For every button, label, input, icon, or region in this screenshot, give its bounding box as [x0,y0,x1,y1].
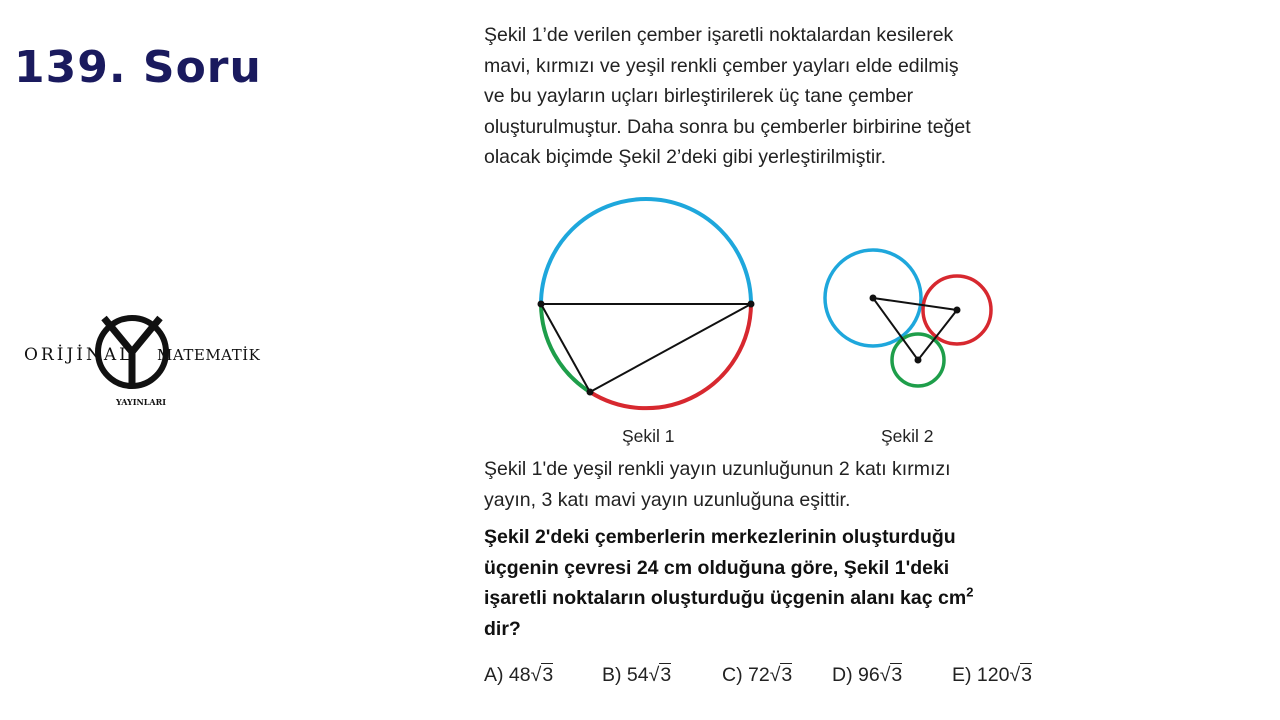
center-point [915,357,922,364]
figure-2-caption: Şekil 2 [881,426,934,446]
marked-point [538,301,545,308]
option-a[interactable] [484,664,553,687]
red-arc [590,304,751,408]
answer-options [484,664,1084,694]
option-d[interactable] [832,664,902,687]
option-radicand: 3 [1021,664,1033,686]
option-coefficient: 120 [976,664,1010,686]
radical-sign: √ [530,664,542,686]
radical-sign: √ [1009,664,1021,686]
chord-left [541,304,590,392]
option-coefficient: 96 [858,664,880,686]
option-e[interactable] [952,664,1032,687]
intro-paragraph [484,20,1044,173]
radical-sign: √ [648,664,660,686]
marked-point [587,389,594,396]
option-radicand: 3 [781,664,793,686]
relation-line: Şekil 1'de yeşil renkli yayın uzunluğunun 2 katı kırmızı [484,458,951,480]
option-letter: C) [722,664,743,686]
option-coefficient: 54 [626,664,649,686]
intro-line: mavi, kırmızı ve yeşil renkli çember yayları elde edilmiş [484,54,959,77]
center-point [870,295,877,302]
option-radicand: 3 [542,664,554,686]
center-point [954,307,961,314]
blue-arc [541,199,751,304]
figures-area [520,192,1020,454]
relation-line: yayın, 3 katı mavi yayın uzunluğuna eşittir. [484,488,851,511]
chord-right [590,304,751,392]
option-letter: E) [952,664,972,686]
logo-mark [20,310,270,410]
option-letter: A) [484,664,504,686]
logo-bottom-text: YAYINLARI [116,397,166,407]
geometry-figures [520,192,1020,454]
question-number-title: 139. Soru [14,42,262,93]
prompt-line: işaretli noktaların oluşturduğu üçgenin alanı kaç cm [484,587,967,609]
figure-1 [538,199,755,408]
intro-line: olacak biçimde Şekil 2’deki gibi yerleştirilmiştir. [484,146,887,168]
radical-sign: √ [769,664,781,686]
option-radicand: 3 [891,664,903,686]
figure-2 [825,250,991,386]
option-letter: D) [832,664,853,686]
option-b[interactable] [602,664,671,687]
option-c[interactable] [722,664,792,687]
marked-point [748,301,755,308]
intro-line: oluşturulmuştur. Daha sonra bu çemberler birbirine teğet [484,115,971,138]
logo-left-text: ORİJİNAL [24,345,134,365]
prompt-line: üçgenin çevresi 24 cm olduğuna göre, Şekil 1'deki [484,556,950,579]
question-prompt [484,522,1044,644]
prompt-line: dir? [484,617,521,640]
logo-right-text: MATEMATİK [157,346,261,364]
intro-line: ve bu yayların uçları birleştirilerek üç tane çember [484,85,914,107]
centers-triangle [873,298,957,360]
option-coefficient: 72 [748,664,770,686]
option-coefficient: 48 [508,664,531,686]
option-radicand: 3 [660,664,672,686]
publisher-logo [20,310,270,410]
relation-paragraph [484,454,1044,515]
prompt-line: Şekil 2'deki çemberlerin merkezlerinin oluşturduğu [484,526,956,548]
unit-exponent: 2 [966,584,974,600]
intro-line: Şekil 1’de verilen çember işaretli noktalardan kesilerek [484,24,954,46]
figure-1-caption: Şekil 1 [622,426,675,446]
radical-sign: √ [879,664,891,686]
option-letter: B) [602,664,622,686]
